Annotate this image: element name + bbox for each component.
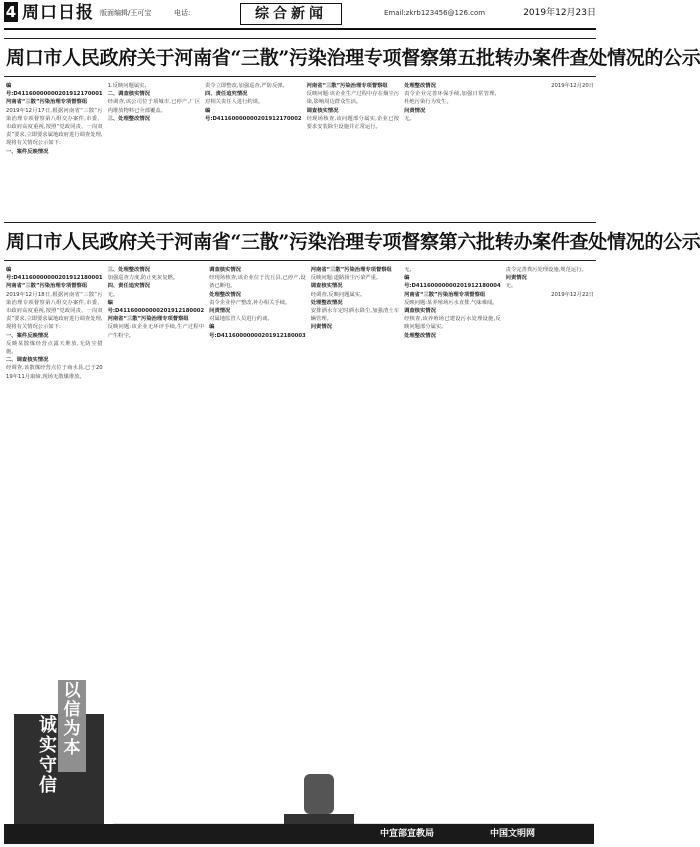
text-column [307,82,399,218]
motto-char: 信 [39,775,57,796]
subheading: 处理整改情况 [310,299,343,306]
text-column [108,82,200,218]
subheading: 调查核实情况 [404,308,436,315]
email-line: Email:zkrb123456@126.com [384,9,486,17]
paragraph: 责令企业完善环保手续,加强日常管理,杜绝污染行为发生。 [404,91,497,106]
text-column [506,266,594,670]
paragraph: 反映问题:某养殖场污水直排,气味难闻。 [404,299,498,306]
text-column [209,266,306,670]
motto-char: 信 [63,700,81,720]
motto-char: 诚 [39,715,57,736]
issue-date: 2019年12月23日 [523,8,596,18]
paragraph: 经现场核查,该企业位于沈丘县,已停产,设备已断电。 [209,275,306,290]
text-column [404,82,496,218]
paragraph: 反映问题:该企业无环评手续,生产过程中产生粉尘。 [107,324,205,339]
article2-title: 周口市人民政府关于河南省“三散”污染治理专项督察第六批转办案件查处情况的公示 [6,231,700,253]
subheading: 调查核实情况 [209,267,241,273]
paragraph: 无。 [404,267,415,273]
paragraph: 责令立即整改,加强巡查,严防反弹。 [205,83,288,89]
text-column [6,82,103,218]
paragraph: 经现场核查,该问题部分属实,企业已按要求安装除尘设施并正常运行。 [306,115,400,131]
masthead [4,2,596,30]
subheading: 调查核实情况 [310,283,343,290]
subheading: 三、处理整改情况 [107,115,150,122]
paragraph: 经调查,反映问题属实。 [310,291,366,298]
motto-char: 以 [63,681,81,701]
paragraph: 无。 [505,283,517,290]
credit-right: 中国文明网 [490,829,536,839]
subheading: 编号:D41160000000201912180003 [209,324,306,339]
paragraph: 2019年12月17日,根据河南省“三散”污染治理专项督察第八组交办案件,市委、市政府高度重视,按照“党政同责、一岗双责”要求,立即要求属地政府进行调查处理,现将有关情况公示如下: [6,107,103,147]
subheading: 河南省“三散”污染治理专项督察组 [310,267,392,273]
subheading: 问责情况 [209,308,231,315]
subheading: 问责情况 [404,107,426,114]
subheading: 处理整改情况 [209,291,241,298]
paragraph: 1.反映问题属实。 [107,83,150,89]
text-column [205,82,302,218]
subheading: 编号:D41160000000201912180001 [6,267,103,282]
credit-left: 中宣部宣教局 [380,829,435,839]
paragraph: 对相关责任人进行约谈。 [205,99,264,106]
paragraph: 无。 [107,291,119,298]
section-banner: 综合新闻 [240,3,342,25]
article1-title: 周口市人民政府关于河南省“三散”污染治理专项督察第五批转办案件查处情况的公示 [6,47,700,69]
paragraph: 无。 [404,115,415,122]
subheading: 问责情况 [310,324,332,331]
paragraph: 反映问题:道路扬尘污染严重。 [310,275,382,282]
subheading: 河南省“三散”污染治理专项督察组 [404,291,486,298]
phone-line: 电话: [174,9,191,17]
subheading: 问责情况 [505,275,527,282]
paragraph: 2019年12月18日,根据河南省“三散”污染治理专项督察第八组交办案件,市委、市政府高度重视,按照“党政同责、一岗双责”要求,立即要求属地政府进行调查处理,现将有关情况公示如下: [6,291,103,331]
paragraph: 经核查,该养殖场已建设污水处理设施,反映问题部分属实。 [404,316,501,331]
text-column [502,82,594,218]
motto-char: 守 [39,755,57,776]
text-column [6,266,103,670]
text-column [311,266,399,670]
paragraph: 反映问题:该企业生产过程中存在烟尘污染,影响周边群众生活。 [306,91,400,106]
subheading: 编号:D41160000000201912170001 [6,83,103,98]
divider [4,76,596,77]
motto-char: 实 [39,735,57,756]
paragraph: 责令企业停产整改,补办相关手续。 [209,299,291,306]
divider [4,38,596,39]
subheading: 一、案件反映情况 [6,332,49,339]
subheading: 编号:D41160000000201912170002 [205,107,302,122]
subheading: 河南省“三散”污染治理专项督察组 [306,83,388,89]
paragraph: 责令完善粪污处理设施,规范运行。 [505,267,587,273]
article2-body [6,266,594,670]
motto-char: 为 [63,719,81,739]
page-number: 4 [5,3,17,21]
paragraph: 经调查,该公司位于项城市,已停产,厂区内堆放物料已全部覆盖。 [107,99,201,114]
divider [4,222,596,223]
paragraph: 经调查,该散煤经营点位于商水县,已于2019年11月取缔,现场无散煤堆放。 [6,365,103,380]
divider [4,260,596,261]
subheading: 四、责任追究情况 [205,91,248,98]
subheading: 一、案件反映情况 [6,148,49,155]
subheading: 编号:D41160000000201912180004 [404,275,501,290]
subheading: 处理整改情况 [404,332,436,339]
subheading: 编号:D41160000000201912180002 [107,299,205,315]
paragraph: 对属地监管人员进行约谈。 [209,316,273,323]
text-column [404,266,501,670]
paragraph: 反映某散煤经营点露天堆放,无防尘措施。 [6,340,103,356]
subheading: 河南省“三散”污染治理专项督察组 [6,99,88,106]
edition-line: 版面编辑/王可宝 [100,9,152,17]
subheading: 河南省“三散”污染治理专项督察组 [6,283,88,290]
seal-icon [304,774,334,814]
paragraph: 加强巡查力度,防止死灰复燃。 [107,275,179,282]
public-service-illustration [4,674,594,844]
paragraph: 安排洒水车定时洒水降尘,加强渣土车辆管理。 [310,308,400,323]
subheading: 二、调查核实情况 [107,91,150,98]
article1-body [6,82,594,218]
paper-name: 周口日报 [22,3,94,23]
subheading: 三、处理整改情况 [107,267,150,273]
subheading: 二、调查核实情况 [6,357,49,364]
motto-char: 本 [63,738,81,758]
subheading: 处理整改情况 [404,83,436,89]
red-motto-text [62,682,82,758]
signature-date: 2019年12月22日 [551,291,594,298]
text-column [108,266,205,670]
subheading: 四、责任追究情况 [107,283,150,290]
subheading: 河南省“三散”污染治理专项督察组 [107,316,189,323]
subheading: 调查核实情况 [306,107,339,114]
signature-date: 2019年12月20日 [551,83,594,89]
